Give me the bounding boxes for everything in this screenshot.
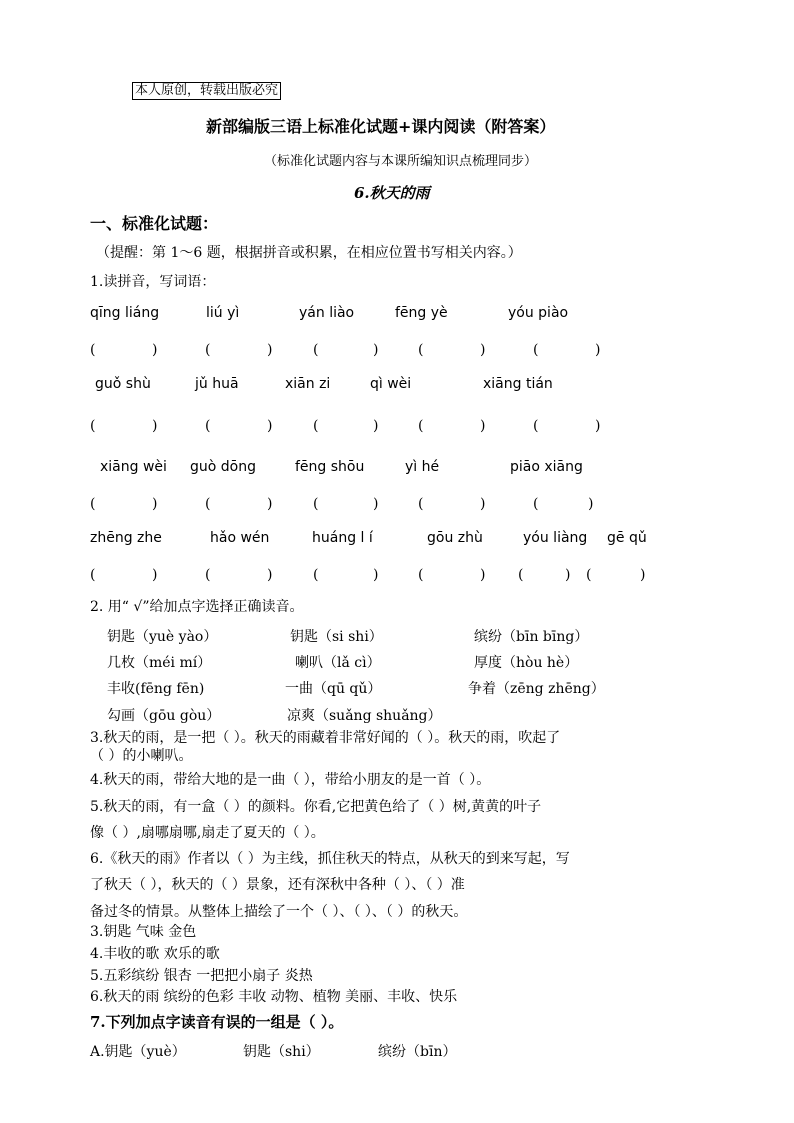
question-5-line-1: 5.秋天的雨，有一盒（ ）的颜料。你看,它把黄色给了（ ）树,黄黄的叶子 xyxy=(90,799,542,815)
answer-blank-open[interactable]: ( xyxy=(313,342,319,358)
pinyin-item: liú yì xyxy=(206,305,240,321)
pinyin-item: xiān zi xyxy=(285,376,331,392)
answer-blank-open[interactable]: ( xyxy=(90,418,96,434)
document-title: 新部编版三语上标准化试题+课内阅读（附答案） xyxy=(206,117,556,136)
pinyin-item: zhēng zhe xyxy=(90,530,162,546)
answer-blank-close: ) xyxy=(373,342,379,358)
question-4: 4.秋天的雨，带给大地的是一曲（ ），带给小朋友的是一首（ ）。 xyxy=(90,772,491,788)
answer-blank-open[interactable]: ( xyxy=(533,418,539,434)
pinyin-item: xiāng tián xyxy=(483,376,553,392)
reminder-text: （提醒：第 1～6 题，根据拼音或积累，在相应位置书写相关内容。） xyxy=(96,245,522,261)
answer-blank-open[interactable]: ( xyxy=(313,567,319,583)
reading-choice-item[interactable]: 丰收(fēng fēn) xyxy=(107,681,205,697)
pinyin-item: gōu zhù xyxy=(427,530,483,546)
answer-blank-close: ) xyxy=(373,496,379,512)
reading-choice-item[interactable]: 厚度（hòu hè） xyxy=(474,655,579,671)
pinyin-item: qì wèi xyxy=(370,376,412,392)
answer-blank-close: ) xyxy=(152,496,158,512)
answer-blank-open[interactable]: ( xyxy=(205,418,211,434)
answer-blank-close: ) xyxy=(640,567,646,583)
pinyin-item: yì hé xyxy=(405,459,440,475)
option-a[interactable]: A.钥匙（yuè） xyxy=(90,1044,186,1060)
answer-blank-open[interactable]: ( xyxy=(518,567,524,583)
answer-blank-close: ) xyxy=(565,567,571,583)
pinyin-item: piāo xiāng xyxy=(510,459,583,475)
question-3-line-1: 3.秋天的雨，是一把（ ）。秋天的雨藏着非常好闻的（ ）。秋天的雨，吹起了 xyxy=(90,730,561,746)
option-a-part: 缤纷（bīn） xyxy=(378,1044,457,1060)
pinyin-item: yán liào xyxy=(299,305,355,321)
answer-blank-open[interactable]: ( xyxy=(418,342,424,358)
answer-blank-open[interactable]: ( xyxy=(205,342,211,358)
answer-line: 6.秋天的雨 缤纷的色彩 丰收 动物、植物 美丽、丰收、快乐 xyxy=(90,989,458,1005)
reading-choice-item[interactable]: 钥匙（si shi） xyxy=(290,629,383,645)
answer-blank-close: ) xyxy=(480,567,486,583)
pinyin-item: xiāng wèi xyxy=(100,459,167,475)
pinyin-item: fēng shōu xyxy=(295,459,365,475)
copyright-stamp: 本人原创，转载出版必究 xyxy=(132,82,281,100)
answer-blank-close: ) xyxy=(152,342,158,358)
answer-blank-close: ) xyxy=(267,496,273,512)
answer-blank-close: ) xyxy=(267,342,273,358)
pinyin-item: jǔ huā xyxy=(195,376,239,392)
reading-choice-item[interactable]: 一曲（qū qǔ） xyxy=(285,681,382,697)
answer-blank-close: ) xyxy=(480,418,486,434)
section-heading: 一、标准化试题： xyxy=(90,214,219,233)
answer-blank-close: ) xyxy=(152,567,158,583)
answer-blank-close: ) xyxy=(595,418,601,434)
answer-blank-open[interactable]: ( xyxy=(533,496,539,512)
answer-blank-close: ) xyxy=(588,496,594,512)
pinyin-item: huáng l í xyxy=(312,530,373,546)
answer-blank-open[interactable]: ( xyxy=(313,418,319,434)
answer-blank-open[interactable]: ( xyxy=(90,567,96,583)
pinyin-item: fēng yè xyxy=(395,305,448,321)
pinyin-item: guǒ shù xyxy=(95,376,151,392)
answer-line: 3.钥匙 气味 金色 xyxy=(90,924,197,940)
question-2-label: 2. 用“ √”给加点字选择正确读音。 xyxy=(90,599,304,615)
answer-blank-open[interactable]: ( xyxy=(205,496,211,512)
answer-line: 4.丰收的歌 欢乐的歌 xyxy=(90,946,220,962)
answer-blank-open[interactable]: ( xyxy=(418,567,424,583)
reading-choice-item[interactable]: 缤纷（bīn bīng） xyxy=(474,629,589,645)
answer-blank-close: ) xyxy=(480,496,486,512)
reading-choice-item[interactable]: 几枚（méi mí） xyxy=(107,655,212,671)
pinyin-item: yóu piào xyxy=(508,305,569,321)
pinyin-item: guò dōng xyxy=(190,459,256,475)
reading-choice-item[interactable]: 勾画（gōu gòu） xyxy=(107,708,221,724)
pinyin-item: yóu liàng xyxy=(523,530,588,546)
answer-blank-open[interactable]: ( xyxy=(90,496,96,512)
question-6-line-2: 了秋天（ ），秋天的（ ）景象，还有深秋中各种（ ）、（ ）准 xyxy=(90,877,465,893)
reading-choice-item[interactable]: 争着（zēng zhēng） xyxy=(468,681,605,697)
pinyin-item: gē qǔ xyxy=(607,530,647,546)
question-3-line-2: （ ）的小喇叭。 xyxy=(90,748,193,764)
reading-choice-item[interactable]: 喇叭（lǎ cì） xyxy=(295,655,381,671)
question-5-line-2: 像（ ）,扇哪扇哪,扇走了夏天的（ ）。 xyxy=(90,825,325,841)
answer-blank-open[interactable]: ( xyxy=(586,567,592,583)
answer-blank-open[interactable]: ( xyxy=(418,418,424,434)
question-6-line-3: 备过冬的情景。从整体上描绘了一个（ ）、（ ）、（ ）的秋天。 xyxy=(90,904,468,920)
answer-blank-open[interactable]: ( xyxy=(418,496,424,512)
reading-choice-item[interactable]: 凉爽（suǎng shuǎng） xyxy=(287,708,442,724)
lesson-title: 6.秋天的雨 xyxy=(354,184,430,202)
answer-blank-open[interactable]: ( xyxy=(205,567,211,583)
answer-blank-close: ) xyxy=(152,418,158,434)
answer-blank-close: ) xyxy=(595,342,601,358)
option-a-part: 钥匙（shi） xyxy=(243,1044,320,1060)
answer-line: 5.五彩缤纷 银杏 一把把小扇子 炎热 xyxy=(90,968,313,984)
answer-blank-open[interactable]: ( xyxy=(90,342,96,358)
answer-blank-close: ) xyxy=(480,342,486,358)
reading-choice-item[interactable]: 钥匙（yuè yào） xyxy=(107,629,218,645)
question-6-line-1: 6.《秋天的雨》作者以（ ）为主线，抓住秋天的特点，从秋天的到来写起，写 xyxy=(90,851,570,867)
question-1-label: 1.读拼音，写词语： xyxy=(90,274,216,290)
answer-blank-close: ) xyxy=(373,567,379,583)
pinyin-item: hǎo wén xyxy=(210,530,270,546)
answer-blank-open[interactable]: ( xyxy=(313,496,319,512)
answer-blank-open[interactable]: ( xyxy=(533,342,539,358)
answer-blank-close: ) xyxy=(373,418,379,434)
pinyin-item: qīng liáng xyxy=(90,305,160,321)
question-7-label: 7.下列加点字读音有误的一组是（ ）。 xyxy=(90,1013,344,1031)
document-subtitle: （标准化试题内容与本课所编知识点梳理同步） xyxy=(264,154,538,169)
answer-blank-close: ) xyxy=(267,418,273,434)
answer-blank-close: ) xyxy=(267,567,273,583)
